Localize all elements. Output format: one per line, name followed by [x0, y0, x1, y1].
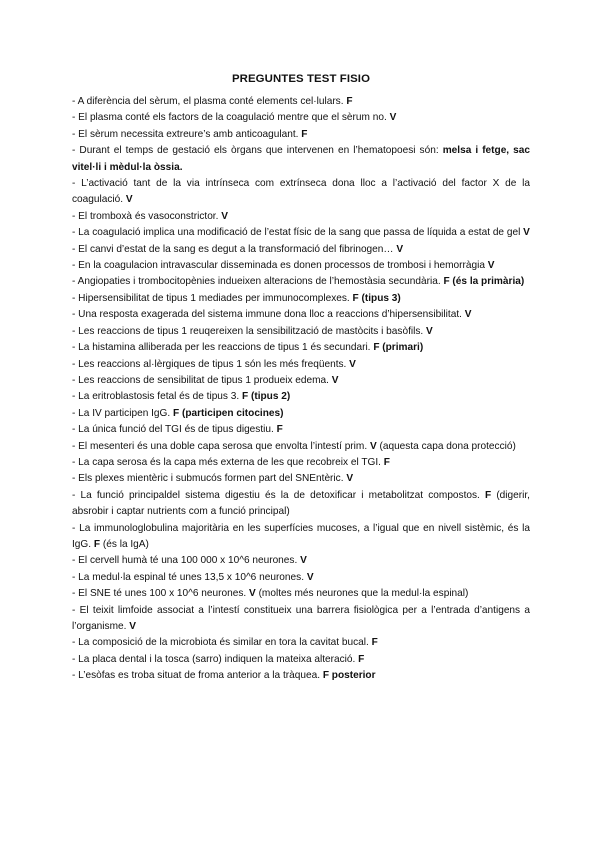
- answer: V: [349, 358, 356, 370]
- question-text: - El tromboxà és vasoconstrictor.: [72, 210, 219, 222]
- question-item: [72, 340, 530, 356]
- question-item: [72, 455, 530, 471]
- question-item: [72, 94, 530, 110]
- question-text: - El cervell humà té una 100 000 x 10^6 neurones.: [72, 555, 298, 567]
- question-item: [72, 570, 530, 586]
- answer: V: [249, 588, 256, 600]
- question-text: - La medul·la espinal té unes 13,5 x 10^6 neurones.: [72, 571, 304, 583]
- question-text: - La IV participen IgG.: [72, 407, 171, 419]
- question-item: [72, 307, 530, 323]
- question-item: [72, 209, 530, 225]
- question-item: [72, 143, 530, 176]
- question-item: [72, 471, 530, 487]
- answer-note: (aquesta capa dona protecció): [379, 440, 516, 452]
- question-text: - Els plexes mientèric i submucós formen part del SNEntèric.: [72, 473, 344, 485]
- question-text: - A diferència del sèrum, el plasma conté elements cel·lulars.: [72, 96, 344, 107]
- question-text: - El teixit limfoide associat a l’intestí constitueix una barrera fisiològica per a l’entrada d’antigens a l’organisme.: [72, 604, 530, 632]
- answer: F: [485, 489, 492, 501]
- question-item: [72, 324, 530, 340]
- answer: V: [306, 571, 314, 583]
- question-item: [72, 242, 530, 258]
- answer: F (tipus 3): [352, 292, 401, 304]
- question-text: - En la coagulacion intravascular disseminada es donen processos de trombosi i hemorràgia: [72, 260, 485, 272]
- question-list: [72, 94, 530, 685]
- answer: V: [221, 210, 228, 222]
- question-text: - Hipersensibilitat de tipus 1 mediades per immunocomplexes.: [72, 292, 350, 304]
- answer-note: (moltes més neurones que la medul·la espinal): [258, 588, 469, 600]
- question-item: [72, 586, 530, 602]
- question-item: [72, 603, 530, 636]
- question-item: [72, 422, 530, 438]
- question-item: [72, 521, 530, 554]
- question-text: - La eritroblastosis fetal és de tipus 3.: [72, 391, 240, 403]
- question-item: [72, 291, 530, 307]
- question-text: - Una resposta exagerada del sistema immune dona lloc a reaccions d’hipersensibilitat.: [72, 309, 462, 321]
- question-item: [72, 258, 530, 274]
- question-text: - L’activació tant de la via intrínseca com extrínseca dona lloc a l’activació del factor X de la coagulació.: [72, 178, 530, 206]
- answer: F posterior: [322, 670, 376, 682]
- answer: V: [487, 260, 495, 272]
- answer: F: [301, 128, 308, 140]
- question-text: - Les reaccions al·lèrgiques de tipus 1 són les més freqüents.: [72, 358, 347, 370]
- question-text: - Les reaccions de sensibilitat de tipus 1 produeix edema.: [72, 374, 329, 386]
- question-text: - L’esòfas es troba situat de froma anterior a la tràquea.: [72, 670, 320, 682]
- answer: melsa i fetge, sac vitel·li i mèdul·la òssia.: [72, 145, 530, 173]
- question-text: - La histamina alliberada per les reaccions de tipus 1 és secundari.: [72, 342, 371, 354]
- question-item: [72, 274, 530, 290]
- answer: V: [396, 243, 404, 255]
- answer: F (participen citocines): [173, 407, 284, 419]
- question-text: - La funció principaldel sistema digestiu és la de detoxificar i metabolitzat compostos.: [72, 489, 480, 501]
- question-item: [72, 373, 530, 389]
- question-item: [72, 225, 530, 241]
- answer: V: [300, 555, 307, 567]
- question-text: - El sèrum necessita extreure’s amb anticoagulant.: [72, 128, 299, 140]
- answer: F: [383, 456, 390, 468]
- answer: F: [93, 538, 101, 550]
- answer: F: [276, 424, 283, 436]
- question-item: [72, 439, 530, 455]
- answer: V: [389, 112, 397, 124]
- question-text: - Durant el temps de gestació els òrgans que intervenen en l’hematopoesi són:: [72, 145, 439, 157]
- question-item: [72, 176, 530, 209]
- question-item: [72, 635, 530, 651]
- answer: V: [129, 621, 136, 632]
- question-item: [72, 357, 530, 373]
- answer: V: [346, 473, 354, 485]
- answer: F (és la primària): [443, 276, 525, 288]
- question-item: [72, 553, 530, 569]
- question-item: [72, 110, 530, 126]
- question-item: [72, 488, 530, 521]
- answer: F: [346, 96, 353, 107]
- answer: F: [371, 637, 378, 649]
- answer-note: (digerir, absrobir i captar nutrients com a funció principal): [72, 489, 530, 518]
- answer: V: [331, 374, 339, 386]
- question-text: - El SNE té unes 100 x 10^6 neurones.: [72, 588, 247, 600]
- question-text: - Angiopaties i trombocitopènies indueixen alteracions de l’hemostàsia secundària.: [72, 276, 441, 288]
- question-text: - La placa dental i la tosca (sarro) indiquen la mateixa alteració.: [72, 653, 356, 665]
- question-text: - La capa serosa és la capa més externa de les que recobreix el TGI.: [72, 456, 381, 468]
- answer-note: (és la IgA): [102, 538, 149, 550]
- question-text: - La única funció del TGI és de tipus digestiu.: [72, 424, 274, 436]
- answer: V: [523, 227, 530, 239]
- answer: V: [426, 325, 433, 337]
- question-text: - El mesenteri és una doble capa serosa que envolta l’intestí prim.: [72, 440, 368, 452]
- question-text: - La immunologlobulina majoritària en les superfícies mucoses, a l’igual que en nivell sistèmic, és la IgG.: [72, 522, 530, 550]
- answer: V: [464, 309, 472, 321]
- question-item: [72, 406, 530, 422]
- question-text: - La composició de la microbiota és similar en tora la cavitat bucal.: [72, 637, 369, 649]
- answer: F (tipus 2): [242, 391, 291, 403]
- question-item: [72, 652, 530, 668]
- page-title: PREGUNTES TEST FISIO: [231, 73, 371, 85]
- question-text: - El plasma conté els factors de la coagulació mentre que el sèrum no.: [72, 112, 387, 124]
- question-item: [72, 668, 530, 684]
- question-text: - La coagulació implica una modificació de l’estat físic de la sang que passa de líquida a estat de gel: [72, 227, 521, 239]
- answer: F: [358, 653, 365, 665]
- answer: V: [125, 194, 133, 206]
- question-item: [72, 389, 530, 405]
- answer: V: [369, 440, 377, 452]
- answer: F (primari): [373, 342, 424, 354]
- question-item: [72, 127, 530, 143]
- question-text: - Les reaccions de tipus 1 reuqereixen la sensibilització de mastòcits i basòfils.: [72, 325, 424, 337]
- question-text: - El canvi d’estat de la sang es degut a la transformació del fibrinogen…: [72, 243, 394, 255]
